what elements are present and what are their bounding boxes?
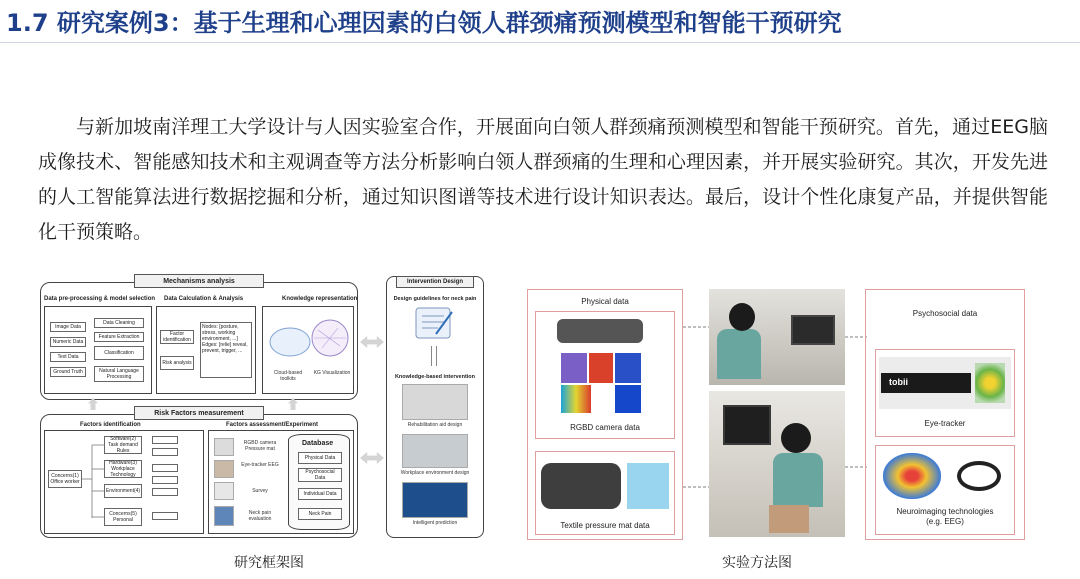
title-divider xyxy=(0,42,1080,43)
sub-factor-box xyxy=(152,488,178,496)
factor-environment: Environment(4) xyxy=(104,484,142,498)
experiment-caption: 实验方法图 xyxy=(722,555,792,571)
rehab-aid-label: Rehabilitation aid design xyxy=(407,422,463,428)
calc-title: Data Calculation & Analysis xyxy=(164,296,244,302)
connector-lines xyxy=(677,287,877,542)
slide-title: 1.7 研究案例3：基于生理和心理因素的白领人群颈痛预测模型和智能干预研究 xyxy=(6,9,842,37)
vertical-arrow-icon xyxy=(431,346,437,366)
rgbd-caption: RGBD camera data xyxy=(570,423,640,432)
eye-tracker-caption: Eye-tracker xyxy=(924,419,966,428)
identification-title: Factors identification xyxy=(80,422,141,428)
db-physical: Physical Data xyxy=(298,452,342,464)
pressure-mat-image xyxy=(541,463,621,509)
preprocess-title: Data pre-processing & model selection xyxy=(44,296,156,302)
rehab-aid-image xyxy=(402,384,468,420)
rgbd-frame-5 xyxy=(615,385,641,413)
neuro-caption-line-1: Neuroimaging technologies xyxy=(896,507,994,516)
brain-scan-image xyxy=(883,453,941,499)
workplace-label: Workplace environment design xyxy=(400,470,470,476)
sub-factor-box xyxy=(152,464,178,472)
db-individual: Individual Data xyxy=(298,488,342,500)
db-neck-pain: Neck Pain xyxy=(298,508,342,520)
rgbd-frame-1 xyxy=(561,353,587,383)
calc-risk-analysis: Risk analysis xyxy=(160,356,194,370)
ai-prediction-label: Intelligent prediction xyxy=(412,520,458,526)
input-text-data: Text Data xyxy=(50,352,86,362)
neuro-caption-line-2: (e.g. EEG) xyxy=(926,517,964,526)
input-ground-truth: Ground Truth xyxy=(50,367,86,377)
research-framework-diagram xyxy=(36,270,488,542)
psychosocial-title: Psychosocial data xyxy=(912,309,978,318)
sub-factor-box xyxy=(152,476,178,484)
database-title: Database xyxy=(302,440,334,447)
kb-intervention-label: Knowledge-based intervention xyxy=(394,374,476,380)
sub-factor-box xyxy=(152,448,178,456)
clipboard-icon xyxy=(408,306,458,340)
method-feature-extraction: Feature Extraction xyxy=(94,332,144,342)
risk-title: Risk Factors measurement xyxy=(134,406,264,420)
rgbd-frame-4 xyxy=(561,385,591,413)
method-classification: Classification xyxy=(94,346,144,360)
knowledge-graph-image xyxy=(266,314,352,364)
rgbd-thumbnail xyxy=(214,438,234,456)
db-psychosocial: Psychosocial Data xyxy=(298,468,342,482)
workplace-image xyxy=(402,434,468,468)
body-paragraph: 与新加坡南洋理工大学设计与人因实验室合作，开展面向白领人群颈痛预测模型和智能干预研究。首先，通过EEG脑成像技术、智能感知技术和主观调查等方法分析影响白领人群颈痛的生理和心理因素，并开展实验研究。其次，开发先进的人工智能算法进行数据挖掘和分析，通过知识图谱等技术进行设计知识表达。最后，设计个性化康复产品，并提供智能化干预策略。 xyxy=(38,116,1048,243)
factor-personal: Concerns(5) Personal xyxy=(104,508,142,526)
eeg-thumbnail xyxy=(214,460,234,478)
bidirectional-arrow-icon xyxy=(360,336,384,348)
experiment-method-diagram xyxy=(527,287,1027,542)
method-neck-pain: Neck pain evaluation xyxy=(248,510,272,522)
method-rgbd: RGBD camera Pressure mat xyxy=(243,440,277,452)
factor-hardware: Hardware(3) Workplace Technology xyxy=(104,460,142,478)
eeg-headset-image xyxy=(951,457,1007,495)
rgbd-frame-3 xyxy=(615,353,641,383)
knowledge-title: Knowledge representation xyxy=(282,296,358,302)
sub-factor-box xyxy=(152,512,178,520)
ai-prediction-image xyxy=(402,482,468,518)
method-data-cleaning: Data Cleaning xyxy=(94,318,144,328)
calc-factor-identification: Factor identification xyxy=(160,330,194,344)
survey-thumbnail xyxy=(214,482,234,500)
textile-caption: Textile pressure mat data xyxy=(560,521,650,530)
method-eye-tracker: Eye-tracker EEG xyxy=(241,462,279,468)
guidelines-label: Design guidelines for neck pain xyxy=(393,296,477,302)
eye-tracker-image xyxy=(879,357,1011,409)
sub-factor-box xyxy=(152,436,178,444)
input-image-data: Image Data xyxy=(50,322,86,332)
rgbd-camera-image xyxy=(557,319,643,343)
physical-title: Physical data xyxy=(581,297,629,306)
assessment-title: Factors assessment/Experiment xyxy=(226,422,319,428)
pressure-heatmap-image xyxy=(627,463,669,509)
method-survey: Survey xyxy=(252,488,268,494)
knowledge-kg-visualization: KG Visualization xyxy=(313,370,351,376)
bidirectional-arrow-icon xyxy=(360,452,384,464)
neck-pain-thumbnail xyxy=(214,506,234,526)
device-brand: tobii xyxy=(881,373,971,393)
mechanisms-title: Mechanisms analysis xyxy=(134,274,264,288)
knowledge-cloud-toolkits: Cloud-based toolkits xyxy=(273,370,303,382)
input-numeric-data: Numeric Data xyxy=(50,337,86,347)
rgbd-frame-2 xyxy=(589,353,613,383)
framework-caption: 研究框架图 xyxy=(234,555,304,571)
factor-root: Concerns(1) Office worker xyxy=(48,470,82,488)
intervention-title: Intervention Design xyxy=(396,276,474,288)
method-nlp: Natural Language Processing xyxy=(94,366,144,382)
calc-nodes-edges: Nodes: [posture, stress, working environment, ...] Edges: [relie] reveal, prevent, trigger, ... xyxy=(200,322,252,378)
factor-software: Software(2) Task demand Rules xyxy=(104,436,142,454)
tree-connectors xyxy=(82,440,106,524)
